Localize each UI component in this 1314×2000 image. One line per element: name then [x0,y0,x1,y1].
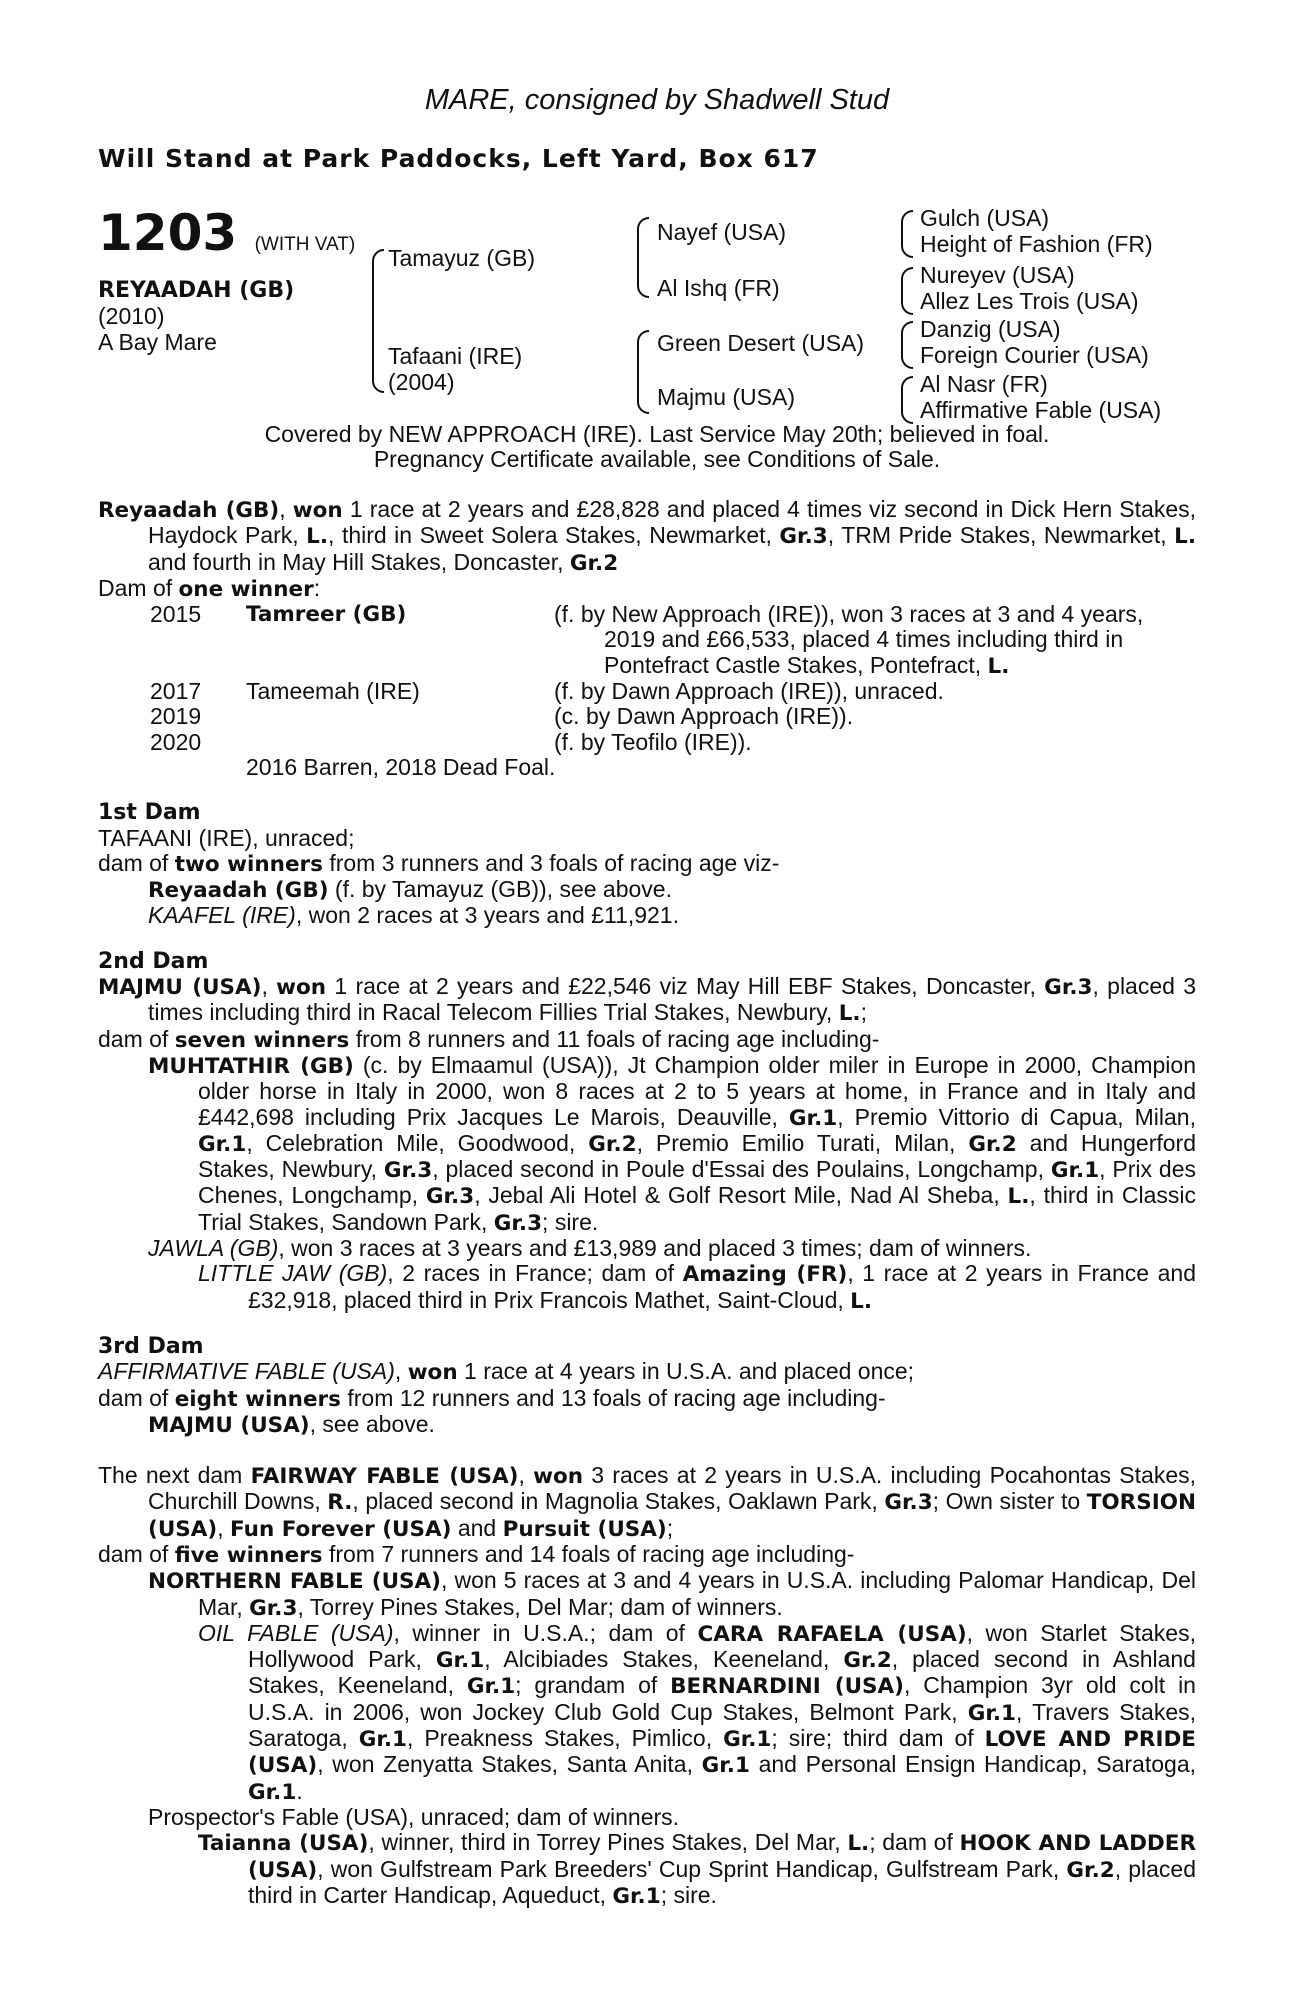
text-run: won [292,498,343,523]
text-run: Gr.1 [1050,1158,1100,1184]
text-run: from 7 runners and 14 foals of racing age including- [322,1540,855,1567]
text-run: , [217,1514,231,1541]
text-run: ; [666,1514,674,1541]
text-run: , placed 3 times including third in Racal Telecom Fillies Trial Stakes, Newbury, [148,973,1196,1026]
catalogue-body [98,497,1196,1909]
text-run: from 3 runners and 3 foals of racing age viz- [322,849,780,876]
text-run: MUHTATHIR (GB) [148,1053,354,1079]
text-run: (f. by New Approach (IRE)), won 3 races at 3 and 4 years, 2019 and £66,533, placed 4 times including third in Pontefract Castle Stakes, Pontefract, [554,601,1144,678]
text-run: , won 2 races at 3 years and £11,921. [295,902,679,929]
pedigree-ddd: Affirmative Fable (USA) [920,397,1162,423]
text-run: two winners [174,851,323,877]
text-run: Gr.1 [248,1779,297,1805]
pedigree-sds: Nureyev (USA) [920,262,1075,288]
text-run: eight winners [174,1386,341,1412]
next-dam-granddaughter [98,1830,1196,1909]
text-run: , won 3 races at 3 years and £13,989 and placed 3 times; dam of winners. [278,1235,1032,1262]
horse-year: (2010) [98,303,165,329]
progeny-name [246,704,554,729]
text-run: Gr.3 [1044,975,1093,1001]
text-run: L. [306,524,329,550]
progeny-name [246,730,554,755]
text-run: TORSION (USA) [148,1490,1196,1542]
text-run: , see above. [309,1410,435,1437]
next-dam-daughter: Prospector's Fable (USA), unraced; dam of winners. [148,1803,680,1830]
text-run: L. [838,1001,861,1027]
second-dam-produce [98,1027,1196,1053]
third-dam-line [98,1359,1196,1385]
text-run: LITTLE JAW (GB) [198,1260,388,1287]
text-run: seven winners [174,1027,350,1053]
text-run: Gr.3 [493,1210,543,1236]
progeny-row [98,679,1196,704]
text-run: OIL FABLE (USA) [198,1619,394,1646]
pedigree-ss: Nayef (USA) [657,219,787,245]
next-dam-produce [98,1542,1196,1568]
next-dam-para [98,1463,1196,1542]
text-run: and [451,1514,503,1541]
text-run: five winners [174,1542,323,1568]
text-run: , [518,1462,534,1489]
text-run: Reyaadah (GB) [148,878,329,904]
pedigree-dd: Majmu (USA) [657,384,796,410]
text-run: . [296,1777,303,1804]
first-dam-line: TAFAANI (IRE), unraced; [98,824,355,851]
pedigree-sire: Tamayuz (GB) [388,245,535,271]
text-run: , won Zenyatta Stakes, Santa Anita, [317,1751,702,1778]
text-run: KAAFEL (IRE) [148,902,296,929]
text-run: Gr.2 [1066,1857,1115,1883]
progeny-desc: (f. by Dawn Approach (IRE)), unraced. [554,678,944,705]
text-run: Gr.3 [884,1490,933,1516]
third-dam-winner [98,1412,1196,1438]
text-run: MAJMU (USA) [98,975,262,1001]
intro-name: Reyaadah (GB) [98,498,280,523]
text-run: ; sire. [660,1881,717,1908]
progeny-year: 2019 [150,703,202,730]
text-run: Pursuit (USA) [502,1516,667,1542]
text-run: Gr.1 [198,1131,247,1157]
text-run: JAWLA (GB) [148,1235,279,1262]
pedigree-ssd: Height of Fashion (FR) [920,231,1153,257]
text-run: AFFIRMATIVE FABLE (USA) [98,1358,395,1385]
text-run: , Torrey Pines Stakes, Del Mar; dam of winners. [297,1593,783,1620]
text-run: , placed second in Poule d'Essai des Poulains, Longchamp, [432,1156,1051,1183]
progeny-desc: (c. by Dawn Approach (IRE)). [554,703,854,730]
text-run: Gr.1 [701,1753,750,1779]
pedigree-sd: Al Ishq (FR) [657,275,780,301]
text-run: HOOK AND LADDER (USA) [248,1831,1197,1883]
text-run: dam of [98,1540,175,1567]
horse-name: REYAADAH (GB) [98,278,295,303]
lot-number [98,204,356,270]
pedigree-dam: Tafaani (IRE) [388,343,523,369]
text-run: from 12 runners and 13 foals of racing age including- [340,1384,886,1411]
next-dam-winner [98,1568,1196,1621]
text-run: Gr.2 [843,1648,892,1674]
progeny-row [98,730,1196,755]
text-run: ; grandam of [515,1672,671,1699]
text-run: CARA RAFAELA (USA) [697,1621,967,1647]
second-dam-winner [98,1053,1196,1236]
text-run: L. [1174,524,1196,550]
text-run: , winner in U.S.A.; dam of [393,1619,698,1646]
text-run: 3 races at 2 years in U.S.A. including Pocahontas Stakes, Churchill Downs, [148,1462,1197,1515]
progeny-row [98,704,1196,729]
text-run: dam of [98,1384,175,1411]
text-run: , won 5 races at 3 and 4 years in U.S.A. including Palomar Handicap, Del Mar, [198,1567,1196,1620]
text-run: L. [850,1288,873,1314]
pedigree-brace-4 [901,210,913,258]
text-run: , [261,973,277,1000]
pregnancy-line: Pregnancy Certificate available, see Conditions of Sale. [373,446,941,472]
text-run: : [313,574,321,601]
text-run: won [276,975,327,1001]
third-dam-produce [98,1386,1196,1412]
pedigree-dsd: Foreign Courier (USA) [920,342,1149,368]
text-run: and Personal Ensign Handicap, Saratoga, [749,1751,1196,1778]
first-dam-produce [98,851,1196,877]
text-run: Gr.3 [779,524,828,550]
progeny-year: 2020 [150,728,202,755]
text-run: , won Gulfstream Park Breeders' Cup Sprint Handicap, Gulfstream Park, [317,1855,1067,1882]
text-run: ; sire; third dam of [771,1725,985,1752]
text-run: Gr.3 [383,1158,433,1184]
text-run: ; Own sister to [932,1488,1087,1515]
text-run: dam of [98,849,175,876]
second-dam-granddaughter [98,1261,1196,1314]
progeny-desc [554,602,1196,679]
text-run: , won Starlet Stakes, Hollywood Park, [248,1619,1196,1673]
text-run: , Alcibiades Stakes, Keeneland, [484,1646,844,1673]
text-run: LOVE AND PRIDE (USA) [248,1727,1196,1779]
text-run: Gr.2 [968,1131,1017,1157]
pedigree-dam-year: (2004) [388,369,455,395]
text-run: , 2 races in France; dam of [387,1260,683,1287]
text-run: , Jebal Ali Hotel & Golf Resort Mile, Nad Al Sheba, [474,1182,1008,1209]
text-run: one winner [178,576,314,602]
text-run: , TRM Pride Stakes, Newmarket, [827,522,1175,549]
pedigree-brace-7 [901,376,913,424]
text-run: won [533,1464,584,1490]
text-run: , [394,1358,408,1385]
progeny-year: 2017 [150,678,202,705]
pedigree-brace-6 [901,321,913,369]
text-run: BERNARDINI (USA) [670,1674,905,1700]
text-run: won [407,1360,458,1386]
text-run: Gr.1 [466,1674,516,1700]
text-run: , placed third in Carter Handicap, Aqueduct, [248,1855,1196,1908]
text-run: dam of [98,1025,175,1052]
text-run: Gr.1 [612,1883,661,1909]
first-dam-heading: 1st Dam [98,800,201,826]
text-run: , Travers Stakes, Saratoga, [248,1698,1197,1752]
text-run: , Prix des Chenes, Longchamp, [198,1156,1196,1209]
progeny-desc: (f. by Teofilo (IRE)). [554,728,752,755]
text-run: Gr.1 [435,1648,485,1674]
text-run: Amazing (FR) [682,1262,848,1288]
page-title: MARE, consigned by Shadwell Stud [424,84,890,116]
text-run: Dam of [98,574,179,601]
text-run: , winner, third in Torrey Pines Stakes, Del Mar, [368,1829,848,1856]
pedigree-brace-5 [901,267,913,315]
text-run: , [279,496,293,522]
text-run: , Premio Vittorio di Capua, Milan, [837,1103,1196,1130]
text-run: MAJMU (USA) [148,1412,310,1438]
text-run: (c. by Elmaamul (USA)), Jt Champion older miler in Europe in 2000, Champion older horse in Italy in 2000, won 8 races at 2 to 5 years at home, in France and in Italy and £442,698 including Prix Jacques Le Marois, Deauville, [198,1051,1197,1130]
text-run: , Champion 3yr old colt in U.S.A. in 2006, won Jockey Club Gold Cup Stakes, Belmont Park, [248,1672,1196,1725]
text-run: , third in Sweet Solera Stakes, Newmarket, [328,522,780,549]
pedigree-sss: Gulch (USA) [920,205,1050,231]
text-run: Gr.3 [249,1595,298,1621]
text-run: , Premio Emilio Turati, Milan, [636,1129,969,1156]
first-dam-winner [98,877,1196,903]
spacer [98,1438,1196,1463]
text-run: , Celebration Mile, Goodwood, [246,1129,589,1156]
stand-location: Will Stand at Park Paddocks, Left Yard, Box 617 [98,144,819,173]
pedigree-ds: Green Desert (USA) [657,330,865,356]
progeny-name: Tamreer (GB) [246,602,407,628]
text-run: ; [860,999,867,1026]
covered-line: Covered by NEW APPROACH (IRE). Last Service May 20th; believed in foal. [264,421,1050,447]
text-run: (f. by Tamayuz (GB)), see above. [328,876,672,903]
progeny-row [98,602,1196,679]
third-dam-heading: 3rd Dam [98,1333,204,1359]
text-run: Gr.1 [358,1727,407,1753]
pedigree-dss: Danzig (USA) [920,316,1061,342]
lot-number-value: 1203 [98,204,238,262]
text-run: , 1 race at 2 years in France and £32,918, placed third in Prix Francois Mathet, Saint-Cloud, [248,1260,1197,1313]
dam-of-line [98,576,1196,602]
text-run: Gr.1 [788,1105,838,1131]
text-run: L. [1007,1184,1030,1210]
next-dam-granddaughter [98,1621,1196,1805]
progeny-year: 2015 [150,601,202,628]
text-run: Gr.1 [967,1700,1017,1726]
progeny-name: Tameemah (IRE) [246,678,420,705]
text-run: Gr.3 [425,1184,475,1210]
text-run: NORTHERN FABLE (USA) [148,1569,441,1595]
pedigree-brace-3 [637,330,649,414]
first-dam-winner [98,903,1196,928]
pedigree-brace-1 [372,249,384,393]
text-run: The next dam [98,1462,251,1489]
text-run: 1 race at 2 years and £22,546 viz May Hill EBF Stakes, Doncaster, [326,973,1045,1000]
text-run: L. [987,653,1010,679]
second-dam-para [98,974,1196,1027]
text-run: L. [847,1831,870,1857]
text-run: ; sire. [542,1208,599,1235]
text-run: Taianna (USA) [198,1831,369,1857]
text-run: Gr.2 [569,550,619,576]
horse-description: A Bay Mare [98,329,217,355]
text-run: ; dam of [869,1829,960,1856]
text-run: , placed second in Ashland Stakes, Keeneland, [248,1646,1196,1699]
text-run: and fourth in May Hill Stakes, Doncaster, [148,548,570,575]
text-run: Fun Forever (USA) [230,1516,452,1542]
vat-note: (WITH VAT) [254,234,356,255]
second-dam-winner [98,1236,1196,1261]
barren-line: 2016 Barren, 2018 Dead Foal. [246,753,556,780]
text-run: 1 race at 2 years and £28,828 and placed 4 times viz second in Dick Hern Stakes, Haydock Park, [148,496,1197,549]
intro-paragraph [98,497,1196,576]
text-run: , third in Classic Trial Stakes, Sandown Park, [198,1182,1197,1235]
text-run: 1 race at 4 years in U.S.A. and placed once; [457,1358,915,1385]
text-run: R. [327,1490,353,1516]
text-run: , placed second in Magnolia Stakes, Oaklawn Park, [352,1488,885,1515]
text-run: and Hungerford Stakes, Newbury, [198,1129,1196,1183]
pedigree-sdd: Allez Les Trois (USA) [920,288,1139,314]
pedigree-dds: Al Nasr (FR) [920,371,1048,397]
text-run: , Preakness Stakes, Pimlico, [407,1725,724,1752]
second-dam-heading: 2nd Dam [98,948,209,974]
text-run: FAIRWAY FABLE (USA) [250,1464,519,1490]
text-run: Gr.2 [588,1131,637,1157]
text-run: Gr.1 [723,1727,772,1753]
pedigree-brace-2 [637,217,649,298]
text-run: from 8 runners and 11 foals of racing age including- [349,1025,880,1052]
